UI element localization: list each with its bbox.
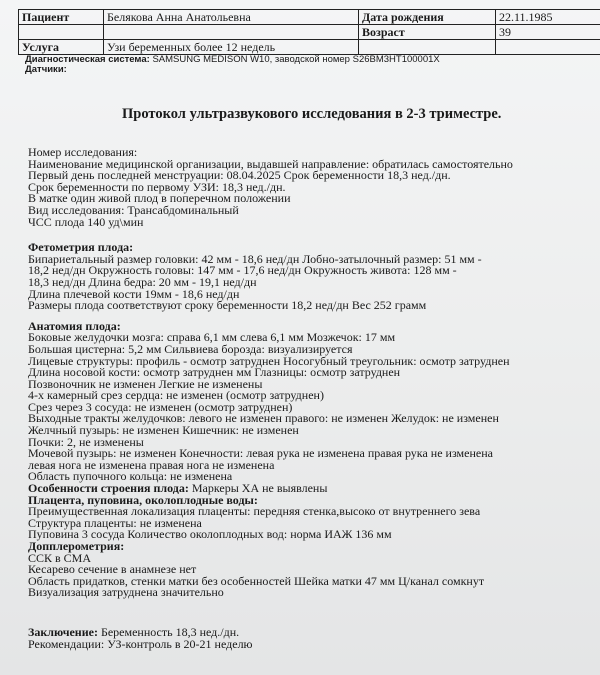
sensors-label: Датчики:	[25, 64, 67, 75]
anatomy-line: Срез через 3 сосуда: не изменен (осмотр затруднен)	[28, 399, 293, 414]
info-section	[28, 147, 600, 228]
anatomy-line: Лицевые структуры: профиль - осмотр затруднен Носогубный треугольник: осмотр затруднен	[28, 353, 510, 368]
placenta-line: Структура плаценты: не изменена	[28, 515, 202, 530]
diagnostic-system-label: Диагностическая система:	[25, 54, 150, 65]
anatomy-section	[28, 332, 600, 483]
recommendation-line: Рекомендации: УЗ-контроль в 20-21 неделю	[28, 636, 253, 651]
info-line: Первый день последней менструации: 08.04.2025 Срок беременности 18,3 нед./дн.	[28, 168, 451, 183]
info-line: Срок беременности по первому УЗИ: 18,3 нед./дн.	[28, 179, 286, 194]
empty-cell	[104, 25, 359, 40]
empty-cell	[496, 40, 600, 55]
anatomy-line: Желчный пузырь: не изменен Кишечник: не изменен	[28, 423, 299, 438]
info-line: Номер исследования:	[28, 145, 138, 159]
anatomy-line: Почки: 2, не изменены	[28, 434, 144, 449]
fetometry-line: Бипариетальный размер головки: 42 мм - 18,6 нед/дн Лобно-затылочный размер: 51 мм -	[28, 251, 482, 266]
patient-name: Белякова Анна Анатольевна	[104, 10, 359, 25]
anatomy-line: Мочевой пузырь: не изменен Конечности: левая рука не изменена правая рука не изменена	[28, 446, 493, 461]
fetometry-line: Длина плечевой кости 19мм - 18,6 нед/дн	[28, 286, 240, 301]
diagnostic-system-value: SAMSUNG MEDISON W10, заводской номер S26BM3HT100001X	[152, 54, 440, 65]
birth-date-value: 22.11.1985	[496, 10, 600, 25]
conclusion-label: Заключение:	[28, 624, 98, 639]
age-value: 39	[496, 25, 600, 40]
placenta-line: Преимущественная локализация плаценты: передняя стенка,высоко от внутреннего зева	[28, 504, 481, 519]
conclusion-value: Беременность 18,3 нед./дн.	[97, 624, 240, 639]
doppler-section	[28, 550, 600, 600]
features-heading: Особенности строения плода:	[28, 481, 189, 496]
fetometry-line: Размеры плода соответствуют сроку беременности 18,2 нед/дн Вес 252 грамм	[28, 298, 427, 313]
anatomy-line: Позвоночник не изменен Легкие не изменены	[28, 376, 263, 391]
age-label: Возраст	[359, 25, 496, 40]
doppler-line: Кесарево сечение в анамнезе нет	[28, 562, 197, 577]
anatomy-heading: Анатомия плода:	[28, 318, 121, 333]
anatomy-line: левая нога не изменена правая нога не изменена	[28, 457, 275, 472]
placenta-heading: Плацента, пуповина, околоплодные воды:	[28, 492, 258, 507]
anatomy-line: 4-х камерный срез сердца: не изменен (осмотр затруднен)	[28, 388, 324, 403]
anatomy-line: Боковые желудочки мозга: справа 6,1 мм слева 6,1 мм Мозжечок: 17 мм	[28, 330, 396, 345]
service-value: Узи беременных более 12 недель	[104, 40, 359, 55]
anatomy-line: Большая цистерна: 5,2 мм Сильвиева борозда: визуализируется	[28, 341, 353, 356]
empty-cell	[359, 40, 496, 55]
patient-label: Пациент	[19, 10, 104, 25]
info-line: Вид исследования: Трансабдоминальный	[28, 202, 239, 217]
birth-date-label: Дата рождения	[359, 10, 496, 25]
protocol-body	[28, 147, 600, 650]
service-label: Услуга	[19, 40, 104, 55]
fetometry-line: 18,2 нед/дн Окружность головы: 147 мм - 17,6 нед/дн Окружность живота: 128 мм -	[28, 263, 457, 278]
doppler-line: Визуализация затруднена значительно	[28, 585, 224, 600]
placenta-line: Пуповина 3 сосуда Количество околоплодных вод: норма ИАЖ 136 мм	[28, 527, 392, 542]
info-line: Наименование медицинской организации, выдавшей направление: обратилась самостоятельно	[28, 156, 513, 171]
placenta-section	[28, 506, 600, 541]
doppler-heading: Допплерометрия:	[28, 539, 125, 553]
fetometry-heading: Фетометрия плода:	[28, 240, 134, 255]
empty-cell	[19, 25, 104, 40]
doppler-line: ССК в СМА	[28, 550, 92, 565]
info-line: В матке один живой плод в поперечном положении	[28, 191, 291, 206]
fetometry-line: 18,3 нед/дн Длина бедра: 20 мм - 19,1 нед/дн	[28, 274, 257, 289]
fetometry-section	[28, 251, 600, 313]
anatomy-line: Выходные тракты желудочков: левого не изменен правого: не изменен Желудок: не изменен	[28, 411, 499, 426]
protocol-title: Протокол ультразвукового исследования в 2-3 триместре.	[122, 106, 502, 122]
patient-header-table	[18, 9, 600, 55]
features-value: Маркеры ХА не выявлены	[188, 481, 328, 496]
anatomy-line: Длина носовой кости: осмотр затруднен мм Глазницы: осмотр затруднен	[28, 365, 401, 380]
info-line: ЧСС плода 140 уд\мин	[28, 214, 144, 229]
anatomy-line: Область пупочного кольца: не изменена	[28, 469, 233, 484]
diagnostic-system-block	[25, 55, 440, 75]
doppler-line: Область придатков, стенки матки без особенностей Шейка матки 47 мм Ц/канал сомкнут	[28, 573, 485, 588]
